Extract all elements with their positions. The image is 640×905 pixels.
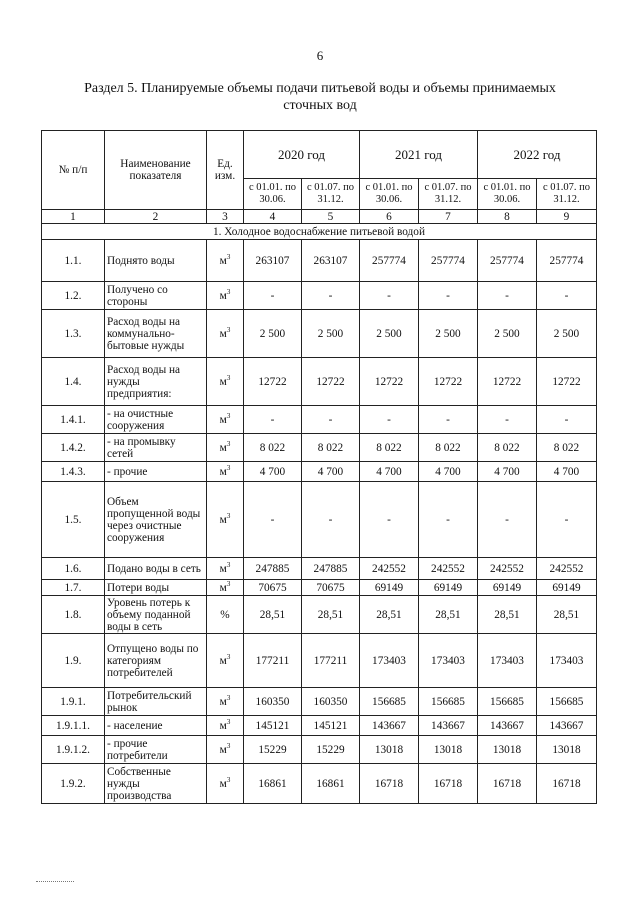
column-number: 7 [419,210,478,224]
column-number: 6 [360,210,419,224]
row-value: - [419,282,478,310]
unit-superscript: 3 [226,560,231,569]
unit-superscript: 3 [226,463,231,472]
column-number: 8 [478,210,537,224]
row-value: 263107 [244,240,302,282]
unit-superscript: 3 [226,252,231,261]
row-value: 12722 [419,358,478,406]
row-value: 28,51 [419,596,478,634]
row-name: Уровень потерь к объему поданной воды в сеть [105,596,207,634]
row-value: 16718 [537,764,597,804]
unit-base: м [219,581,227,594]
row-value: - [302,406,360,434]
row-value: 15229 [244,736,302,764]
row-value: 16718 [360,764,419,804]
unit-superscript: 3 [226,411,231,420]
row-value: 4 700 [360,462,419,482]
row-name: Расход воды на коммунально-бытовые нужды [105,310,207,358]
row-value: 12722 [478,358,537,406]
row-name: - население [105,716,207,736]
header-unit: Ед. изм. [207,131,244,210]
row-name: Собственные нужды производства [105,764,207,804]
row-value: 2 500 [360,310,419,358]
unit-superscript: 3 [226,373,231,382]
row-unit [207,716,244,736]
row-value: - [360,282,419,310]
footer-mark [36,881,74,882]
row-name: Потребительский рынок [105,688,207,716]
row-value: 70675 [244,580,302,596]
row-value: - [478,482,537,558]
row-value: 156685 [537,688,597,716]
row-value: 177211 [302,634,360,688]
unit-base: м [219,743,227,756]
row-unit [207,580,244,596]
row-value: 2 500 [419,310,478,358]
row-value: 160350 [302,688,360,716]
row-value: 69149 [478,580,537,596]
row-value: - [360,482,419,558]
row-unit [207,282,244,310]
row-value: 28,51 [537,596,597,634]
row-value: 16718 [419,764,478,804]
table-row [42,482,597,558]
unit-superscript: 3 [226,693,231,702]
row-value: 2 500 [244,310,302,358]
table-row [42,580,597,596]
row-value: 242552 [478,558,537,580]
row-number: 1.4. [42,358,105,406]
page-number: 6 [316,48,324,63]
row-value: 8 022 [478,434,537,462]
unit-superscript: 3 [226,287,231,296]
row-value: - [419,482,478,558]
row-value: 247885 [302,558,360,580]
header-period: с 01.01. по 30.06. [478,179,537,210]
header-year-2020: 2020 год [244,131,360,179]
row-value: 12722 [537,358,597,406]
row-value: 8 022 [537,434,597,462]
row-value: 16861 [302,764,360,804]
row-value: - [302,482,360,558]
row-name: - на промывку сетей [105,434,207,462]
unit-base: м [219,327,227,340]
row-value: 145121 [302,716,360,736]
header-year-2021: 2021 год [360,131,478,179]
unit-base: м [219,513,227,526]
unit-base: м [219,254,227,267]
row-unit [207,764,244,804]
row-value: 28,51 [244,596,302,634]
unit-base: м [219,413,227,426]
row-unit [207,434,244,462]
row-name: Получено со стороны [105,282,207,310]
row-value: 173403 [360,634,419,688]
row-value: 143667 [360,716,419,736]
row-value: - [302,282,360,310]
row-unit [207,634,244,688]
row-value: - [244,482,302,558]
row-unit [207,688,244,716]
unit-base: м [219,441,227,454]
row-value: 257774 [419,240,478,282]
row-value: 15229 [302,736,360,764]
row-name: - прочие [105,462,207,482]
row-unit [207,482,244,558]
row-number: 1.8. [42,596,105,634]
table-row [42,634,597,688]
row-value: 247885 [244,558,302,580]
unit-superscript: 3 [226,775,231,784]
row-value: 69149 [537,580,597,596]
table-row [42,688,597,716]
table-row [42,764,597,804]
row-value: 257774 [360,240,419,282]
row-value: 12722 [302,358,360,406]
row-value: 4 700 [302,462,360,482]
unit-superscript: 3 [226,439,231,448]
table-row [42,434,597,462]
unit-base: м [219,375,227,388]
row-unit [207,358,244,406]
row-name: Потери воды [105,580,207,596]
row-value: 12722 [360,358,419,406]
row-value: - [537,282,597,310]
row-value: 69149 [419,580,478,596]
row-number: 1.9.1.2. [42,736,105,764]
row-value: - [537,406,597,434]
unit-base: % [220,608,230,621]
header-year-2022: 2022 год [478,131,597,179]
unit-base: м [219,777,227,790]
row-value: 70675 [302,580,360,596]
row-value: 143667 [478,716,537,736]
row-value: - [478,406,537,434]
unit-base: м [219,695,227,708]
row-value: 156685 [419,688,478,716]
row-unit [207,596,244,634]
row-value: 242552 [360,558,419,580]
header-num: № п/п [42,131,105,210]
row-number: 1.9.1. [42,688,105,716]
row-value: 143667 [419,716,478,736]
row-value: 69149 [360,580,419,596]
row-value: - [419,406,478,434]
row-value: - [244,406,302,434]
unit-superscript: 3 [226,511,231,520]
row-value: 156685 [360,688,419,716]
unit-base: м [219,654,227,667]
unit-superscript: 3 [226,717,231,726]
row-value: 2 500 [478,310,537,358]
row-number: 1.4.3. [42,462,105,482]
row-number: 1.7. [42,580,105,596]
header-period: с 01.07. по 31.12. [419,179,478,210]
row-name: Подано воды в сеть [105,558,207,580]
row-value: - [537,482,597,558]
row-name: - на очистные сооружения [105,406,207,434]
unit-superscript: 3 [226,652,231,661]
header-period: с 01.01. по 30.06. [244,179,302,210]
table-row [42,462,597,482]
row-value: 28,51 [302,596,360,634]
row-value: 8 022 [360,434,419,462]
row-value: 160350 [244,688,302,716]
row-value: 173403 [478,634,537,688]
table-row [42,240,597,282]
row-unit [207,406,244,434]
row-value: - [360,406,419,434]
row-value: 13018 [360,736,419,764]
table-row [42,736,597,764]
header-period: с 01.01. по 30.06. [360,179,419,210]
row-name: - прочие потребители [105,736,207,764]
row-value: 28,51 [360,596,419,634]
header-period: с 01.07. по 31.12. [537,179,597,210]
row-number: 1.2. [42,282,105,310]
row-value: 173403 [419,634,478,688]
row-number: 1.4.1. [42,406,105,434]
section-heading: Раздел 5. Планируемые объемы подачи питьевой воды и объемы принимаемых сточных вод [84,81,556,113]
row-value: 12722 [244,358,302,406]
unit-base: м [219,562,227,575]
table-body [42,224,597,804]
row-value: 28,51 [478,596,537,634]
row-value: 145121 [244,716,302,736]
row-number: 1.9.1.1. [42,716,105,736]
row-value: 13018 [537,736,597,764]
row-value: 263107 [302,240,360,282]
row-value: 242552 [537,558,597,580]
row-value: 16718 [478,764,537,804]
row-unit [207,310,244,358]
row-number: 1.1. [42,240,105,282]
row-value: 173403 [537,634,597,688]
row-unit [207,736,244,764]
column-number: 3 [207,210,244,224]
section-title: 1. Холодное водоснабжение питьевой водой [42,224,597,240]
row-value: 8 022 [244,434,302,462]
unit-superscript: 3 [226,579,231,588]
column-number: 1 [42,210,105,224]
row-value: 2 500 [302,310,360,358]
column-number: 4 [244,210,302,224]
table-row [42,358,597,406]
table-row [42,596,597,634]
row-value: 177211 [244,634,302,688]
unit-base: м [219,719,227,732]
row-value: 257774 [537,240,597,282]
row-value: 13018 [478,736,537,764]
unit-base: м [219,289,227,302]
row-number: 1.4.2. [42,434,105,462]
row-value: 156685 [478,688,537,716]
table-row [42,310,597,358]
row-value: 4 700 [419,462,478,482]
row-value: 8 022 [419,434,478,462]
row-value: 4 700 [537,462,597,482]
row-value: 257774 [478,240,537,282]
row-value: - [478,282,537,310]
table-row [42,282,597,310]
unit-superscript: 3 [226,325,231,334]
row-number: 1.5. [42,482,105,558]
table-row [42,558,597,580]
header-period: с 01.07. по 31.12. [302,179,360,210]
row-number: 1.9.2. [42,764,105,804]
column-number: 9 [537,210,597,224]
table-row [42,406,597,434]
column-number: 2 [105,210,207,224]
row-value: 16861 [244,764,302,804]
row-value: 4 700 [478,462,537,482]
unit-superscript: 3 [226,741,231,750]
row-number: 1.6. [42,558,105,580]
row-name: Объем пропущенной воды через очистные сооружения [105,482,207,558]
unit-base: м [219,465,227,478]
column-number: 5 [302,210,360,224]
row-unit [207,558,244,580]
row-value: - [244,282,302,310]
row-value: 242552 [419,558,478,580]
row-unit [207,240,244,282]
water-volume-table [41,130,597,804]
row-value: 4 700 [244,462,302,482]
row-name: Поднято воды [105,240,207,282]
row-name: Отпущено воды по категориям потребителей [105,634,207,688]
row-value: 13018 [419,736,478,764]
row-value: 143667 [537,716,597,736]
row-unit [207,462,244,482]
row-number: 1.3. [42,310,105,358]
row-number: 1.9. [42,634,105,688]
row-value: 2 500 [537,310,597,358]
row-name: Расход воды на нужды предприятия: [105,358,207,406]
header-name: Наименование показателя [105,131,207,210]
table-row [42,716,597,736]
row-value: 8 022 [302,434,360,462]
